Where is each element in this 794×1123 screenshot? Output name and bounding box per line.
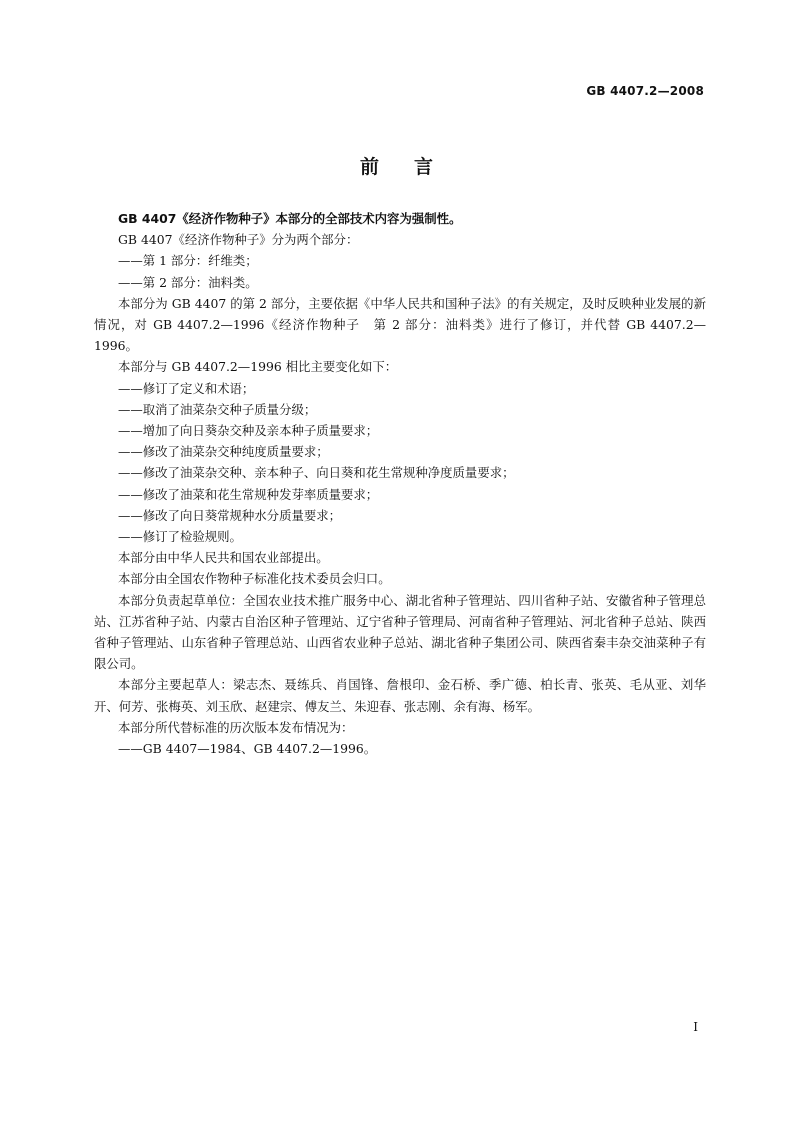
title-char-2: 言 bbox=[414, 156, 435, 178]
list-item-part-2: ——第 2 部分：油料类。 bbox=[118, 274, 258, 290]
list-item-change: ——修改了油菜杂交种纯度质量要求； bbox=[118, 444, 329, 460]
mandatory-statement: GB 4407《经济作物种子》本部分的全部技术内容为强制性。 bbox=[118, 211, 462, 226]
page-title bbox=[0, 152, 794, 179]
list-item-change: ——增加了向日葵杂交种及亲本种子质量要求； bbox=[118, 423, 379, 439]
list-item-change: ——修订了定义和术语； bbox=[118, 380, 255, 396]
list-item-change: ——修改了油菜杂交种、亲本种子、向日葵和花生常规种净度质量要求； bbox=[118, 465, 515, 481]
paragraph-history-intro: 本部分所代替标准的历次版本发布情况为： bbox=[118, 719, 354, 735]
paragraph-proposer: 本部分由中华人民共和国农业部提出。 bbox=[118, 550, 329, 566]
list-item-change: ——修订了检验规则。 bbox=[118, 529, 242, 545]
paragraph-parts-intro: GB 4407《经济作物种子》分为两个部分： bbox=[118, 232, 359, 248]
paragraph-committee: 本部分由全国农作物种子标准化技术委员会归口。 bbox=[118, 571, 391, 587]
paragraph-drafting-units: 本部分负责起草单位：全国农业技术推广服务中心、湖北省种子管理站、四川省种子站、安徽省种子管理总站、江苏省种子站、内蒙古自治区种子管理站、辽宁省种子管理局、河南省种子管理站、河北省种子总站、陕西省种子管理站、山东省种子管理总站、山西省农业种子总站、湖北省种子集团公司、陕西省秦丰杂交油菜种子有限公司。 bbox=[94, 592, 706, 672]
page-number: I bbox=[693, 1020, 698, 1034]
paragraph-revision-basis: 本部分为 GB 4407 的第 2 部分，主要依据《中华人民共和国种子法》的有关规定，及时反映种业发展的新情况，对 GB 4407.2—1996《经济作物种子 第 2 部分：油料类》进行了修订，并代替 GB 4407.2—1996。 bbox=[94, 295, 706, 354]
paragraph-drafters: 本部分主要起草人：梁志杰、聂练兵、肖国锋、詹根印、金石桥、季广德、柏长青、张英、毛从亚、刘华开、何芳、张梅英、刘玉欣、赵建宗、傅友兰、朱迎春、张志刚、余有海、杨军。 bbox=[94, 677, 706, 714]
paragraph-changes-intro: 本部分与 GB 4407.2—1996 相比主要变化如下： bbox=[118, 359, 398, 375]
list-item-change: ——修改了向日葵常规种水分质量要求； bbox=[118, 507, 342, 523]
list-item-part-1: ——第 1 部分：纤维类； bbox=[118, 253, 258, 269]
list-item-change: ——修改了油菜和花生常规种发芽率质量要求； bbox=[118, 486, 379, 502]
foreword-body bbox=[94, 208, 706, 759]
list-item-history: ——GB 4407—1984、GB 4407.2—1996。 bbox=[118, 741, 377, 757]
list-item-change: ——取消了油菜杂交种子质量分级； bbox=[118, 401, 317, 417]
title-char-1: 前 bbox=[359, 156, 380, 178]
standard-code: GB 4407.2—2008 bbox=[586, 84, 704, 98]
